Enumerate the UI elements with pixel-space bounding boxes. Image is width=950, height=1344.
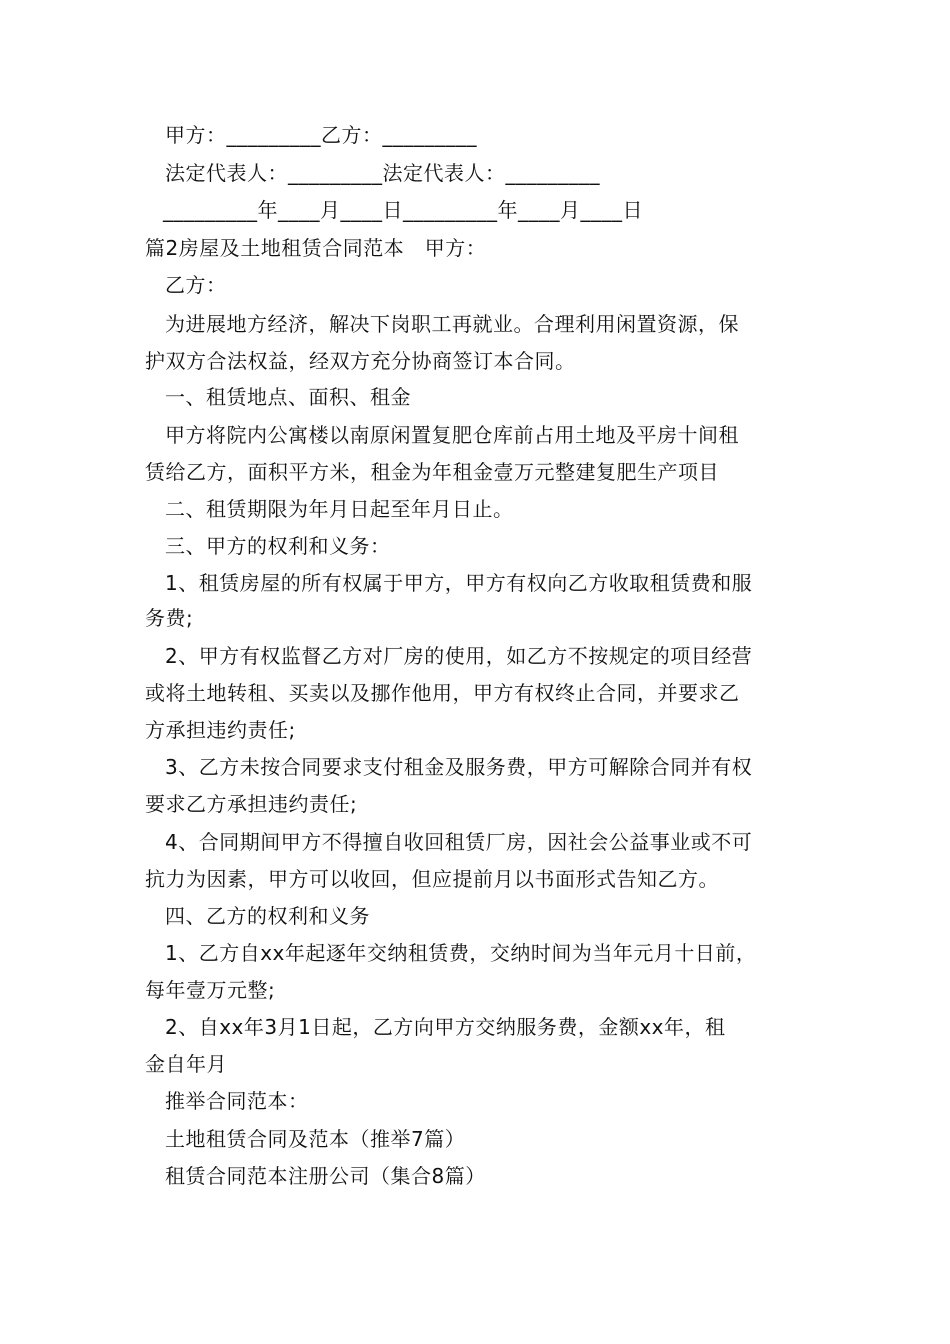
date-line: _________年____月____日_________年____月____日 (163, 198, 643, 222)
paragraph-line: 要求乙方承担违约责任; (145, 792, 358, 816)
section-title: 篇2房屋及土地租赁合同范本 甲方： (145, 236, 487, 260)
party-b-line: 乙方： (165, 273, 227, 297)
clause-heading: 四、乙方的权利和义务 (165, 904, 370, 928)
paragraph-line: 2、自xx年3月1日起，乙方向甲方交纳服务费，金额xx年，租 (165, 1015, 726, 1039)
paragraph-line: 1、租赁房屋的所有权属于甲方，甲方有权向乙方收取租赁费和服 (165, 571, 753, 595)
party-line: 甲方：_________乙方：_________ (165, 123, 477, 147)
recommendation-item: 土地租赁合同及范本（推举7篇） (165, 1127, 466, 1151)
paragraph-line: 赁给乙方，面积平方米，租金为年租金壹万元整建复肥生产项目 (145, 460, 719, 484)
paragraph-line: 1、乙方自xx年起逐年交纳租赁费，交纳时间为当年元月十日前， (165, 941, 757, 965)
paragraph-line: 3、乙方未按合同要求支付租金及服务费，甲方可解除合同并有权 (165, 755, 753, 779)
paragraph-line: 金自年月 (145, 1052, 227, 1076)
paragraph-line: 2、甲方有权监督乙方对厂房的使用，如乙方不按规定的项目经营 (165, 644, 753, 668)
recommendation-item: 租赁合同范本注册公司（集合8篇） (165, 1164, 486, 1188)
paragraph-line: 方承担违约责任; (145, 718, 296, 742)
paragraph-line: 务费; (145, 606, 194, 630)
clause-heading: 二、租赁期限为年月日起至年月日止。 (165, 497, 514, 521)
paragraph-line: 每年壹万元整; (145, 978, 276, 1002)
paragraph-line: 甲方将院内公寓楼以南原闲置复肥仓库前占用土地及平房十间租 (165, 423, 739, 447)
paragraph-line: 或将土地转租、买卖以及挪作他用，甲方有权终止合同，并要求乙 (145, 681, 740, 705)
clause-heading: 三、甲方的权利和义务： (165, 534, 391, 558)
paragraph-line: 抗力为因素，甲方可以收回，但应提前月以书面形式告知乙方。 (145, 867, 719, 891)
representative-line: 法定代表人：_________法定代表人：_________ (165, 161, 600, 185)
paragraph-line: 为进展地方经济，解决下岗职工再就业。合理利用闲置资源，保 (165, 312, 739, 336)
paragraph-line: 护双方合法权益，经双方充分协商签订本合同。 (145, 349, 576, 373)
recommendation-heading: 推举合同范本： (165, 1089, 309, 1113)
clause-heading: 一、租赁地点、面积、租金 (165, 385, 411, 409)
paragraph-line: 4、合同期间甲方不得擅自收回租赁厂房，因社会公益事业或不可 (165, 830, 753, 854)
